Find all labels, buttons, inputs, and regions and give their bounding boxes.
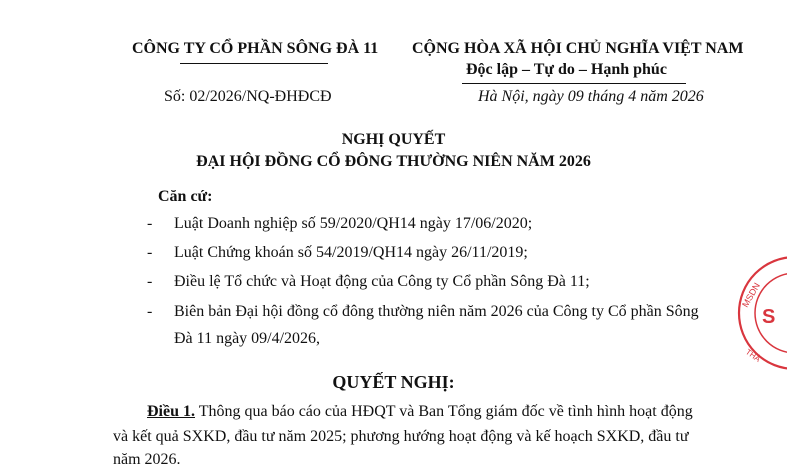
list-item: Luật Chứng khoán số 54/2019/QH14 ngày 26/11/2019; xyxy=(174,244,528,261)
motto-underline xyxy=(462,83,686,84)
national-title: CỘNG HÒA XÃ HỘI CHỦ NGHĨA VIỆT NAM xyxy=(412,40,744,57)
decision-heading: QUYẾT NGHỊ: xyxy=(332,372,455,392)
list-bullet: - xyxy=(147,273,153,290)
seal-letter: S xyxy=(762,306,776,328)
company-underline xyxy=(180,63,328,64)
list-bullet: - xyxy=(147,215,153,232)
document-title: NGHỊ QUYẾT xyxy=(341,131,446,148)
document-number: Số: 02/2026/NQ-ĐHĐCĐ xyxy=(164,88,332,105)
list-item: Biên bản Đại hội đồng cổ đông thường niên năm 2026 của Công ty Cổ phần Sông xyxy=(174,303,699,320)
article-1-line-3: năm 2026. xyxy=(113,451,181,468)
company-seal-stamp xyxy=(735,253,787,373)
svg-text:MSDN: MSDN xyxy=(740,281,762,309)
article-1-text: Thông qua báo cáo của HĐQT và Ban Tổng giám đốc về tình hình hoạt động xyxy=(198,403,693,420)
list-bullet: - xyxy=(147,303,153,320)
basis-heading: Căn cứ: xyxy=(158,188,213,205)
article-1-line-1 xyxy=(147,403,693,421)
list-item: Luật Doanh nghiệp số 59/2020/QH14 ngày 17/06/2020; xyxy=(174,215,533,232)
national-motto: Độc lập – Tự do – Hạnh phúc xyxy=(466,61,667,78)
list-item-continuation: Đà 11 ngày 09/4/2026, xyxy=(174,330,321,347)
company-name: CÔNG TY CỔ PHẦN SÔNG ĐÀ 11 xyxy=(132,40,379,57)
article-1-label: Điều 1. xyxy=(147,403,195,420)
list-item: Điều lệ Tổ chức và Hoạt động của Công ty Cổ phần Sông Đà 11; xyxy=(174,273,590,290)
article-1-line-2: và kết quả SXKD, đầu tư năm 2025; phương hướng hoạt động và kế hoạch SXKD, đầu tư xyxy=(113,428,689,445)
place-date: Hà Nội, ngày 09 tháng 4 năm 2026 xyxy=(478,88,704,105)
document-subtitle: ĐẠI HỘI ĐỒNG CỔ ĐÔNG THƯỜNG NIÊN NĂM 2026 xyxy=(196,153,591,170)
list-bullet: - xyxy=(147,244,153,261)
svg-text:THÀ: THÀ xyxy=(743,347,763,364)
